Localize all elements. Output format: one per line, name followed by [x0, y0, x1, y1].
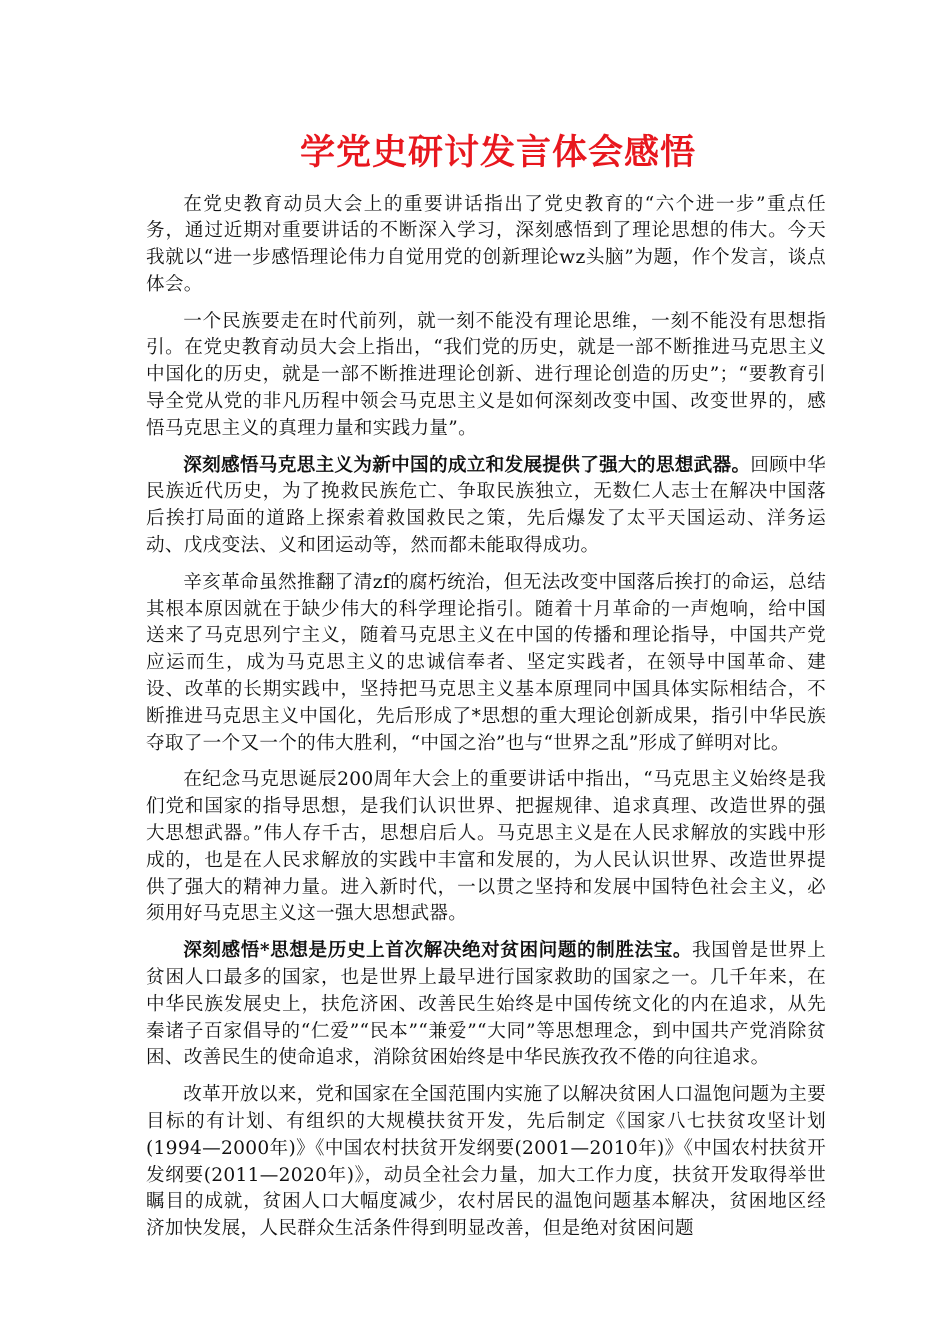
paragraph-text: 回顾中华民族近代历史，为了挽救民族危亡、争取民族独立，无数仁人志士在解决中国落后挨打局面的道路上探索着救国救民之策，先后爆发了太平天国运动、洋务运动、戊戌变法、义和团运动等，然而都未能取得成功。 [146, 454, 826, 557]
paragraph-text: 在纪念马克思诞辰200周年大会上的重要讲话中指出，“马克思主义始终是我们党和国家的指导思想，是我们认识世界、把握规律、追求真理、改造世界的强大思想武器。”伟人存千古，思想启后人。马克思主义是在人民求解放的实践中形成的，也是在人民求解放的实践中丰富和发展的，为人民认识世界、改造世界提供了强大的精神力量。进入新时代，一以贯之坚持和发展中国特色社会主义，必须用好马克思主义这一强大思想武器。 [146, 769, 826, 925]
paragraph-5 [146, 767, 826, 928]
document-title: 学党史研讨发言体会感悟 [299, 132, 696, 173]
paragraph-4 [146, 570, 826, 758]
paragraph-lead: 深刻感悟马克思主义为新中国的成立和发展提供了强大的思想武器。 [183, 454, 751, 476]
paragraph-text: 改革开放以来，党和国家在全国范围内实施了以解决贫困人口温饱问题为主要目标的有计划、有组织的大规模扶贫开发，先后制定《国家八七扶贫攻坚计划(1994—2000年)》《中国农村扶贫开发纲要(2001—2010年)》《中国农村扶贫开发纲要(2011—2020年)》，动员全社会力量，加大工作力度，扶贫开发取得举世瞩目的成就，贫困人口大幅度减少，农村居民的温饱问题基本解决，贫困地区经济加快发展，人民群众生活条件得到明显改善，但是绝对贫困问题 [146, 1084, 826, 1240]
paragraph-7 [146, 1082, 826, 1243]
paragraph-lead: 深刻感悟*思想是历史上首次解决绝对贫困问题的制胜法宝。 [183, 940, 693, 962]
paragraph-1 [146, 192, 826, 299]
paragraph-2 [146, 309, 826, 443]
paragraph-text: 辛亥革命虽然推翻了清zf的腐朽统治，但无法改变中国落后挨打的命运，总结其根本原因就在于缺少伟大的科学理论指引。随着十月革命的一声炮响，给中国送来了马克思列宁主义，随着马克思主义在中国的传播和理论指导，中国共产党应运而生，成为马克思主义的忠诚信奉者、坚定实践者，在领导中国革命、建设、改革的长期实践中，坚持把马克思主义基本原理同中国具体实际相结合，不断推进马克思主义中国化，先后形成了*思想的重大理论创新成果，指引中华民族夺取了一个又一个的伟大胜利，“中国之治”也与“世界之乱”形成了鲜明对比。 [146, 571, 826, 754]
document-page [146, 130, 826, 1253]
paragraph-3 [146, 453, 826, 560]
paragraph-text: 我国曾是世界上贫困人口最多的国家，也是世界上最早进行国家救助的国家之一。几千年来，在中华民族发展史上，扶危济困、改善民生始终是中国传统文化的内在追求，从先秦诸子百家倡导的“仁爱”“民本”“兼爱”“大同”等思想理念，到中国共产党消除贫困、改善民生的使命追求，消除贫困始终是中华民族孜孜不倦的向往追求。 [146, 940, 826, 1069]
paragraph-6 [146, 938, 826, 1072]
paragraph-text: 一个民族要走在时代前列，就一刻不能没有理论思维，一刻不能没有思想指引。在党史教育动员大会上指出，“我们党的历史，就是一部不断推进马克思主义中国化的历史，就是一部不断推进理论创新、进行理论创造的历史”；“要教育引导全党从党的非凡历程中领会马克思主义是如何深刻改变中国、改变世界的，感悟马克思主义的真理力量和实践力量”。 [146, 310, 826, 439]
paragraph-text: 在党史教育动员大会上的重要讲话指出了党史教育的“六个进一步”重点任务，通过近期对重要讲话的不断深入学习，深刻感悟到了理论思想的伟大。今天我就以“进一步感悟理论伟力自觉用党的创新理论wz头脑”为题，作个发言，谈点体会。 [146, 193, 826, 295]
